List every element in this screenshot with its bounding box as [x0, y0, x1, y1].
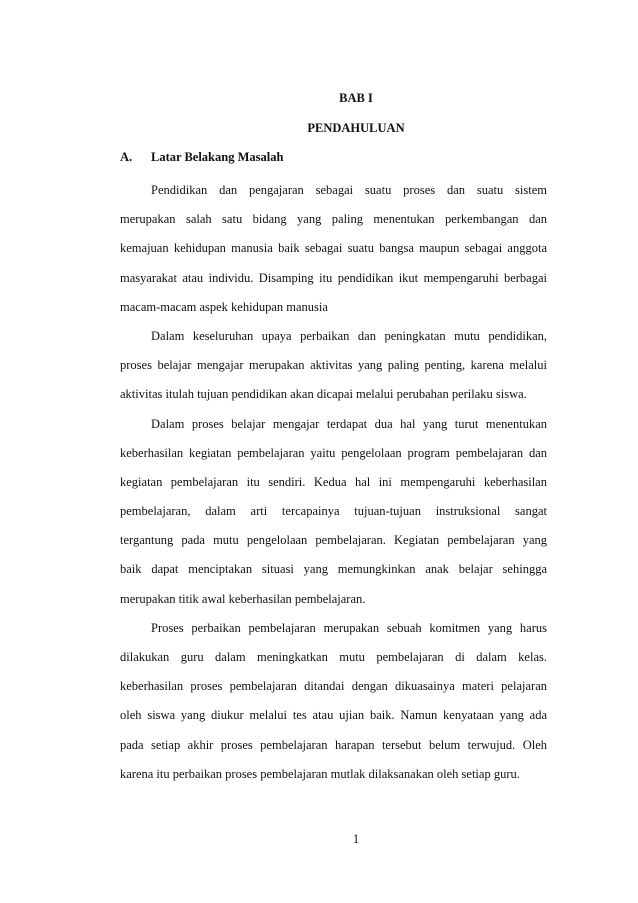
text-line: tergantung pada mutu pengelolaan pembelajaran. Kegiatan pembelajaran yang	[120, 533, 547, 548]
text-line: baik dapat menciptakan situasi yang memungkinkan anak belajar sehingga	[120, 562, 547, 577]
text-line: pada setiap akhir proses pembelajaran harapan tersebut belum terwujud. Oleh	[120, 737, 547, 752]
text-line: Dalam keseluruhan upaya perbaikan dan peningkatan mutu pendidikan,	[151, 328, 547, 343]
chapter-title: PENDAHULUAN	[307, 121, 405, 135]
section-number: A.	[120, 150, 133, 164]
text-line: aktivitas itulah tujuan pendidikan akan dicapai melalui perubahan perilaku siswa.	[120, 387, 527, 402]
section-title: Latar Belakang Masalah	[151, 150, 284, 164]
text-line: kemajuan kehidupan manusia baik sebagai suatu bangsa maupun sebagai anggota	[120, 241, 547, 256]
text-line: oleh siswa yang diukur melalui tes atau ujian baik. Namun kenyataan yang ada	[120, 708, 547, 723]
text-line: masyarakat atau individu. Disamping itu pendidikan ikut mempengaruhi berbagai	[120, 270, 547, 285]
text-line: Dalam proses belajar mengajar terdapat dua hal yang turut menentukan	[151, 416, 547, 431]
text-line: karena itu perbaikan proses pembelajaran mutlak dilaksanakan oleh setiap guru.	[120, 766, 520, 781]
body-text	[120, 176, 547, 789]
text-line: kegiatan pembelajaran itu sendiri. Kedua hal ini mempengaruhi keberhasilan	[120, 474, 547, 489]
section-heading	[120, 150, 283, 165]
text-line: Pendidikan dan pengajaran sebagai suatu proses dan suatu sistem	[151, 183, 547, 197]
text-line: keberhasilan proses pembelajaran ditandai dengan dikuasainya materi pelajaran	[120, 679, 547, 694]
text-line: merupakan titik awal keberhasilan pembelajaran.	[120, 591, 366, 606]
paragraph	[120, 176, 547, 322]
text-line: macam-macam aspek kehidupan manusia	[120, 299, 328, 314]
text-line: merupakan salah satu bidang yang paling menentukan perkembangan dan	[120, 212, 547, 227]
page-number: 1	[352, 832, 360, 846]
text-line: dilakukan guru dalam meningkatkan mutu pembelajaran di dalam kelas.	[120, 650, 547, 664]
text-line: keberhasilan kegiatan pembelajaran yaitu pengelolaan program pembelajaran dan	[120, 445, 547, 460]
paragraph	[120, 410, 547, 614]
paragraph	[120, 322, 547, 410]
text-line: Proses perbaikan pembelajaran merupakan sebuah komitmen yang harus	[151, 620, 547, 635]
text-line: proses belajar mengajar merupakan aktivitas yang paling penting, karena melalui	[120, 358, 547, 373]
text-line: pembelajaran, dalam arti tercapainya tujuan-tujuan instruksional sangat	[120, 504, 547, 519]
paragraph	[120, 614, 547, 789]
chapter-label: BAB I	[339, 91, 373, 105]
